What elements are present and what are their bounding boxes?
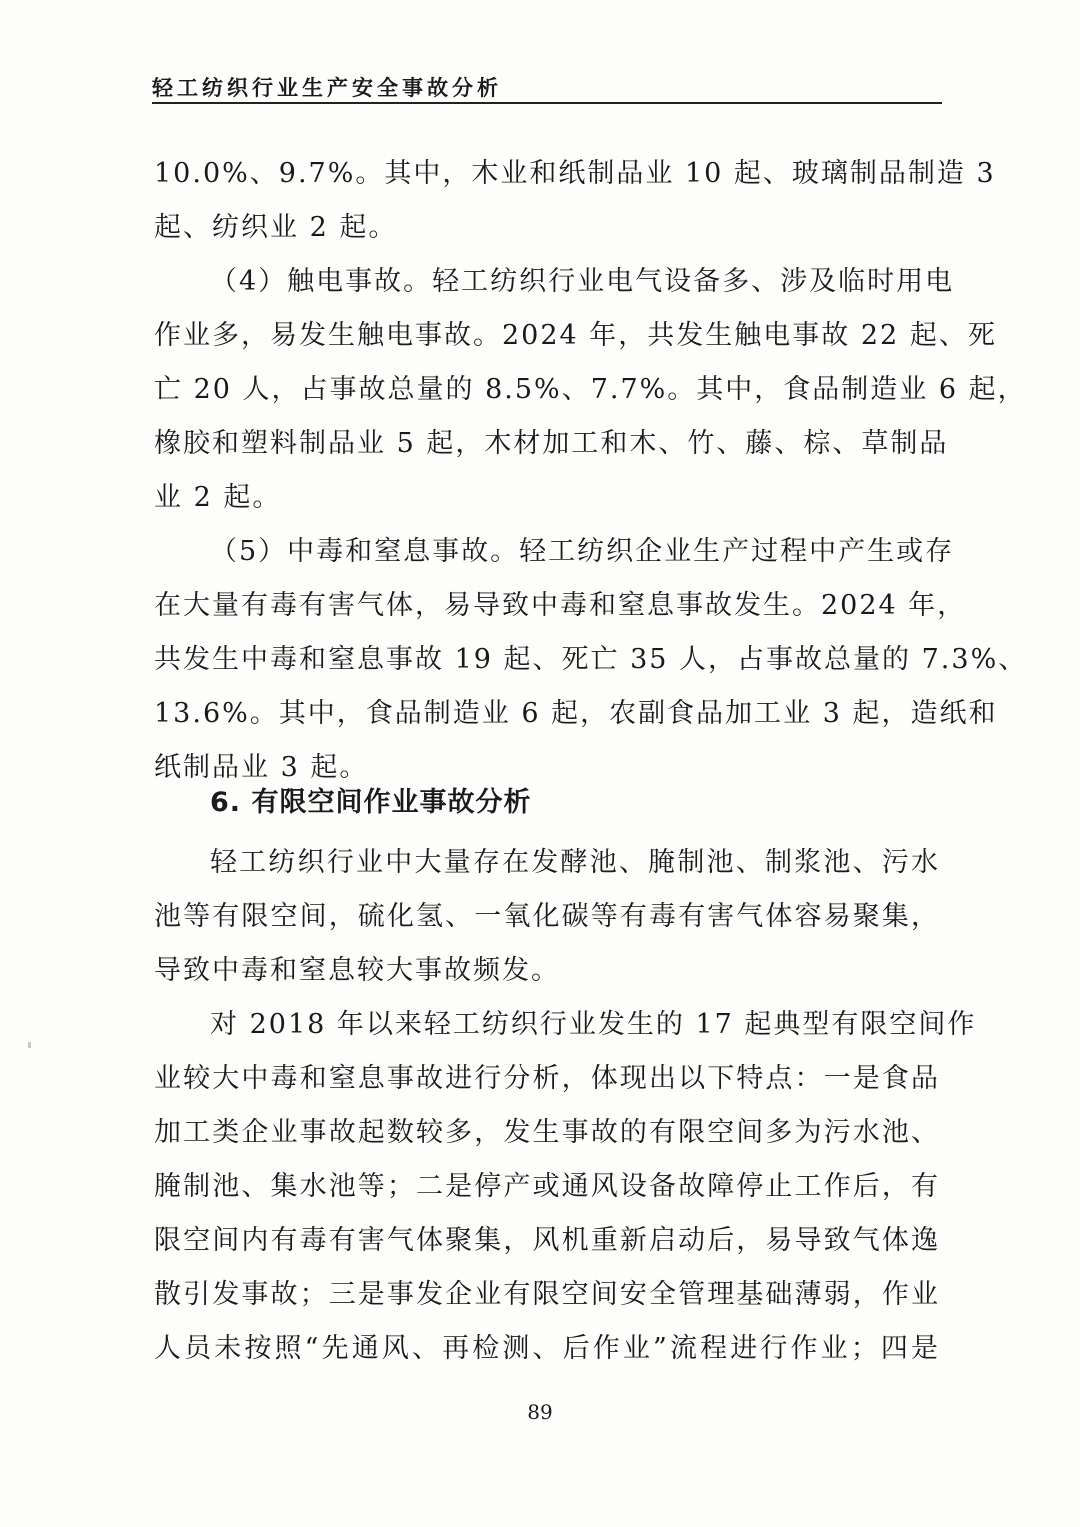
body-text-block-2: [154, 836, 977, 1376]
running-header-title: 轻工纺织行业生产安全事故分析: [152, 76, 502, 100]
text-line: 在大量有毒有害气体，易导致中毒和窒息事故发生。2024 年，: [154, 590, 967, 621]
text-line: 人员未按照“先通风、再检测、后作业”流程进行作业；四是: [154, 1333, 940, 1364]
text-line: 亡 20 人，占事故总量的 8.5%、7.7%。其中，食品制造业 6 起，: [154, 374, 1027, 405]
section-heading: 6. 有限空间作业事故分析: [210, 787, 532, 818]
text-line: 导致中毒和窒息较大事故频发。: [154, 955, 560, 986]
text-line: 散引发事故；三是事发企业有限空间安全管理基础薄弱，作业: [154, 1279, 940, 1310]
body-text-block-1: [154, 147, 1028, 795]
text-line: （5）中毒和窒息事故。轻工纺织企业生产过程中产生或存: [210, 536, 955, 567]
page-number: 89: [527, 1400, 553, 1424]
text-line: 纸制品业 3 起。: [154, 752, 369, 783]
text-line: 对 2018 年以来轻工纺织行业发生的 17 起典型有限空间作: [210, 1009, 977, 1040]
text-line: （4）触电事故。轻工纺织行业电气设备多、涉及临时用电: [210, 266, 955, 297]
text-line: 业 2 起。: [154, 482, 282, 513]
text-line: 起、纺织业 2 起。: [154, 212, 398, 243]
text-line: 橡胶和塑料制品业 5 起，木材加工和木、竹、藤、棕、草制品: [154, 428, 949, 459]
text-line: 轻工纺织行业中大量存在发酵池、腌制池、制浆池、污水: [210, 847, 940, 878]
text-line: 10.0%、9.7%。其中，木业和纸制品业 10 起、玻璃制品制造 3: [154, 158, 996, 189]
text-line: 作业多，易发生触电事故。2024 年，共发生触电事故 22 起、死: [154, 320, 997, 351]
text-line: 共发生中毒和窒息事故 19 起、死亡 35 人，占事故总量的 7.3%、: [154, 644, 1028, 675]
scan-margin-mark: [28, 1042, 31, 1048]
running-header: [152, 62, 942, 104]
text-line: 腌制池、集水池等；二是停产或通风设备故障停止工作后，有: [154, 1171, 940, 1202]
text-line: 限空间内有毒有害气体聚集，风机重新启动后，易导致气体逸: [154, 1225, 940, 1256]
text-line: 13.6%。其中，食品制造业 6 起，农副食品加工业 3 起，造纸和: [154, 698, 998, 729]
text-line: 业较大中毒和窒息事故进行分析，体现出以下特点：一是食品: [154, 1063, 940, 1094]
text-line: 加工类企业事故起数较多，发生事故的有限空间多为污水池、: [154, 1117, 940, 1148]
text-line: 池等有限空间，硫化氢、一氧化碳等有毒有害气体容易聚集，: [154, 901, 940, 932]
